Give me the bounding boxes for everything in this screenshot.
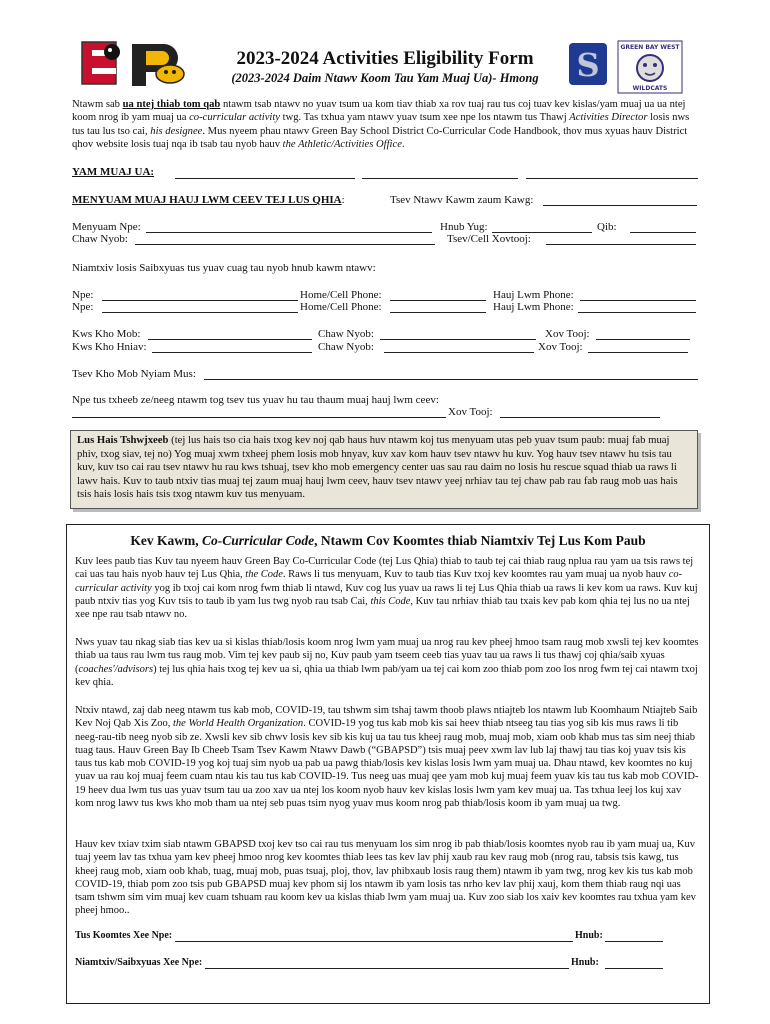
parent-signature-field[interactable]: [205, 957, 569, 969]
special-notes-text: (tej lus hais tso cia hais txog kev noj qab haus huv ntawm koj tus menyuam utas peb yuav tsum paub: muaj fab muaj phiv, txog siav, tej no) Yog muaj xwm txheej phem losis mob hnyav, kuv xav kom hauv tsev ntawv hu kuv. Yog hauv tsev ntawv hu tsis tau kuv, kuv tso cai rau tsev ntawv hu rau kws tshuaj, tsev kho mob emergency center uas sau rau daim no losis hu rescue squad thiab ua raws li lawv hais. Kuv to taub ntxiv tias muaj tej zaum muaj hauj lwm ceev, hauv tsev ntawv yeej nrhiav tau tej chaw pab rau fab raug mob uas hais tsis hais losis hais tsis txog ntawm kuv tus menyuam.: [77, 434, 678, 501]
page-title: 2023-2024 Activities Eligibility Form: [236, 48, 534, 69]
relative-phone-label: Xov Tooj:: [448, 406, 493, 418]
emergency-heading-row: MENYUAM MUAJ HAUJ LWM CEEV TEJ LUS QHIA:: [72, 194, 345, 206]
code-section-title: Kev Kawm, Co-Curricular Code, Ntawm Cov Koomtes thiab Niamtxiv Tej Lus Kom Paub: [130, 533, 646, 548]
doctor-label: Kws Kho Mob:: [72, 328, 141, 340]
parent-signature-label: Niamtxiv/Saibxyuas Xee Npe:: [75, 957, 203, 968]
parent2-home-field[interactable]: [390, 301, 486, 313]
student-name-field[interactable]: [146, 221, 432, 233]
doctor-phone-field[interactable]: [596, 328, 690, 340]
dentist-label: Kws Kho Hniav:: [72, 341, 147, 353]
emergency-heading: MENYUAM MUAJ HAUJ LWM CEEV TEJ LUS QHIA: [72, 194, 342, 206]
grade-field[interactable]: [630, 221, 696, 233]
parent2-work-field[interactable]: [578, 301, 696, 313]
svg-text:WILDCATS: WILDCATS: [632, 85, 668, 92]
parent1-name-field[interactable]: [102, 289, 298, 301]
school-logo-wildcats: [617, 40, 683, 94]
cell-field[interactable]: [546, 233, 696, 245]
last-school-label: Tsev Ntawv Kawm zaum Kawg:: [390, 194, 534, 206]
cell-label: Tsev/Cell Xovtooj:: [447, 233, 531, 245]
hospital-label: Tsev Kho Mob Nyiam Mus:: [72, 368, 196, 380]
code-paragraph-1: Kuv lees paub tias Kuv tau nyeem hauv Green Bay Co-Curricular Code (tej Lus Qhia) thiab to taub tej cai thiab raug nplua rau yam ua tsis raws tej cai uas tau hais nyob hauv tej Lus Qhia, the Code. Raws li tus menyuam, Kuv to taub tias Kuv txoj kev koomtes rau yam muaj ua nyob hauv co-curricular activity yog ib txoj cai kom nrog fwm thiab li ntawd, Kuv cog lus yuav ua raws li tej Lus Qhia thiab ua raws li kev kom ua raws. Kuv kuj paub ntxiv tias yog Kuv tsis to taub ib yam lus twg nyob rau tsab Cai, this Code, Kuv tau nrhiav thiab tau txais kev pab kom qhia tej lus no ua ntej xee npe rau tsab ntawv no.: [75, 556, 698, 621]
relative-field[interactable]: [72, 406, 446, 418]
code-paragraph-3: Ntxiv ntawd, zaj dab neeg ntawm tus kab mob, COVID-19, tau tshwm sim tshaj tawm thoob plaws ntiajteb los ntawm lub Koomhaum Ntiajteb Saib Kev Noj Qab Xis Zoo, the World Health Organization. COVID-19 yog tus kab mob kis sai heev thiab ntseeg tau tias yog sib kis mus raws li tib neeg-rau-tib neeg nyob sib ze. Xwsli kev sib chwv losis kev sib kis kuj ua tau tus kheej raug mob, muaj mob, xiam oob khab mus tas sim neej thiab tuag taus. Hauv Green Bay Ib Cheeb Tsam Tsev Kawm Ntawv Dawb (“GBAPSD”) tsis muaj peev xwm lav lub laj thawj tau tias koj yuav tsis kis taus tus kab mob COVID-19 yog koj tuaj sim nyob ua pab ua pawg thiab/losis kev kislas losis lwm yam muaj ua. Dhau ntawd, kev koomtes no kuj yuav ua rau koj muaj feem cuam ntau kis tau tus kab COVID-19. Tus neeg uas muaj qee yam mob kuj muaj feem yuav kis tau tus kab mob COVID-19 heev dua lwm tus uas yuav tsum tau ua zoo xav ua ntej los koom nyob hauv kev kislas losis lwm yam kev muaj ua. Tas txhua leej los kuj xav kom nrog lawv tus kws kho mob tham ua ntej seb puas tsim nyog yuav mus koom nrog pab thiab/losis koom ib yam muaj ua twg.: [75, 705, 699, 810]
activity-field-2[interactable]: [362, 167, 518, 179]
parent2-home-label: Home/Cell Phone:: [300, 301, 382, 313]
special-notes-heading: Lus Hais Tshwjxeeb: [77, 434, 169, 446]
code-paragraph-2: Nws yuav tau nkag siab tias kev ua si kislas thiab/losis koom nrog lwm yam muaj ua nrog rau kev pheej hmoo tsam raug mob xwsli tej kev koomtes thiab ua taus rau lwm tus raug mob. Vim tej kev paub sij no, Kuv paub yam tseem ceeb tias yuav tau ua raws li tus thawj coj qhia/saib xyuas (coaches'/advisors) tej lus qhia hais txog tej kev ua si, qhia ua thiab lwm pab/yam ua tej cai kom zoo thiab pom zoo los nrog fwm tej cai ntawm txoj kev qhia.: [75, 637, 699, 688]
intro-paragraph: Ntawm sab ua ntej thiab tom qab ntawm tsab ntawv no yuav tsum ua kom tiav thiab xa rov tuaj rau tus coj tuav kev kislas/yam muaj ua ua ntej koom nrog ib yam muaj ua co-curricular activity twg. Tas txhua yam ntawv yuav tsum xee npe los ntawm tus Thawj Activities Director losis nws tus tau lus tso cai, his designee. Mus nyeem phau ntawv Green Bay School District Co-Curricular Code Handbook, thov mus xyuas hauv District qhov website losis tuaj nqa ib tsab tau nyob hauv the Athletic/Activities Office.: [72, 99, 690, 151]
dentist-phone-label: Xov Tooj:: [538, 341, 583, 353]
grade-label: Qib:: [597, 221, 617, 233]
activity-row: [72, 166, 154, 179]
dentist-address-label: Chaw Nyob:: [318, 341, 374, 353]
student-signature-label: Tus Koomtes Xee Npe:: [75, 930, 173, 941]
svg-text:GREEN BAY WEST: GREEN BAY WEST: [620, 44, 680, 51]
school-logo-p: [128, 42, 188, 88]
last-school-field[interactable]: [543, 194, 697, 206]
dentist-field[interactable]: [152, 341, 312, 353]
doctor-address-label: Chaw Nyob:: [318, 328, 374, 340]
doctor-field[interactable]: [148, 328, 312, 340]
parents-intro: Niamtxiv losis Saibxyuas tus yuav cuag tau nyob hnub kawm ntawv:: [72, 262, 376, 274]
parent2-work-label: Hauj Lwm Phone:: [493, 301, 574, 313]
student-signature-field[interactable]: [175, 930, 573, 942]
parent2-name-field[interactable]: [102, 301, 298, 313]
hospital-field[interactable]: [204, 368, 698, 380]
student-date-field[interactable]: [605, 930, 663, 942]
parent1-name-label: Npe:: [72, 289, 94, 301]
special-notes-box: [70, 430, 698, 509]
parent-date-row: Hnub:: [571, 957, 599, 968]
relative-label: Npe tus txheeb ze/neeg ntawm tog tsev tus yuav hu tau thaum muaj hauj lwm ceev:: [72, 394, 439, 406]
birthdate-label: Hnub Yug:: [440, 221, 488, 233]
code-paragraph-4: Hauv kev txiav txim siab ntawm GBAPSD txoj kev tso cai rau tus menyuam los sim nrog ib pab thiab/losis koomtes nyob rau ib yam muaj ua, Kuv tuaj yeem lav tas txhua yam kev pheej hmoo nrog kev koomtes thiab lees tas kev lav phij xaub rau kev raug mob (nrog rau, tabsis tsis kawg, tus kheej raug mob, xiam oob khab, tuag, muaj mob, puas tsuaj, ploj, thov, lav phibxaub losis raug them) ntawm ib yam twg, nrog kev kis tus kab mob COVID-19, thiab pom zoo tsis pub GBAPSD muaj kev phom sij los ntawm ib yam losis tas nrho kev lav phij xauj, kom them thiab raug nqi uas tsam tshwm sim vim muaj kev cuam tshuam rau koom kev ua kislas thiab lwm yam muaj ua. Kuv zoo siab los xaiv kev koomtes rau txhua yam kev pheej hmoo..: [75, 839, 696, 917]
parent1-home-field[interactable]: [390, 289, 486, 301]
parent1-home-label: Home/Cell Phone:: [300, 289, 382, 301]
activity-label: YAM MUAJ UA:: [72, 166, 155, 178]
parent1-work-field[interactable]: [580, 289, 696, 301]
student-date-row: Hnub:: [575, 930, 603, 941]
parent-date-field[interactable]: [605, 957, 663, 969]
address-field[interactable]: [135, 233, 435, 245]
student-name-label: Menyuam Npe:: [72, 221, 141, 233]
page-subtitle: (2023-2024 Daim Ntawv Koom Tau Yam Muaj Ua)- Hmong: [231, 71, 539, 85]
activity-field-3[interactable]: [526, 167, 698, 179]
dentist-address-field[interactable]: [384, 341, 534, 353]
doctor-address-field[interactable]: [380, 328, 536, 340]
intro-underlined: ua ntej thiab tom qab: [122, 99, 221, 110]
parent-signature-row: [75, 957, 202, 968]
student-signature-row: [75, 930, 172, 941]
svg-text:S: S: [576, 46, 600, 84]
school-logo-e: [80, 38, 124, 88]
school-logo-s: [568, 42, 608, 86]
address-label: Chaw Nyob:: [72, 233, 128, 245]
dentist-phone-field[interactable]: [588, 341, 688, 353]
parent1-work-label: Hauj Lwm Phone:: [493, 289, 574, 301]
doctor-phone-label: Xov Tooj:: [545, 328, 590, 340]
parent2-name-label: Npe:: [72, 301, 94, 313]
relative-phone-field[interactable]: [500, 406, 660, 418]
activity-field-1[interactable]: [175, 167, 355, 179]
birthdate-field[interactable]: [492, 221, 592, 233]
co-curricular-code-section: [66, 524, 710, 1004]
